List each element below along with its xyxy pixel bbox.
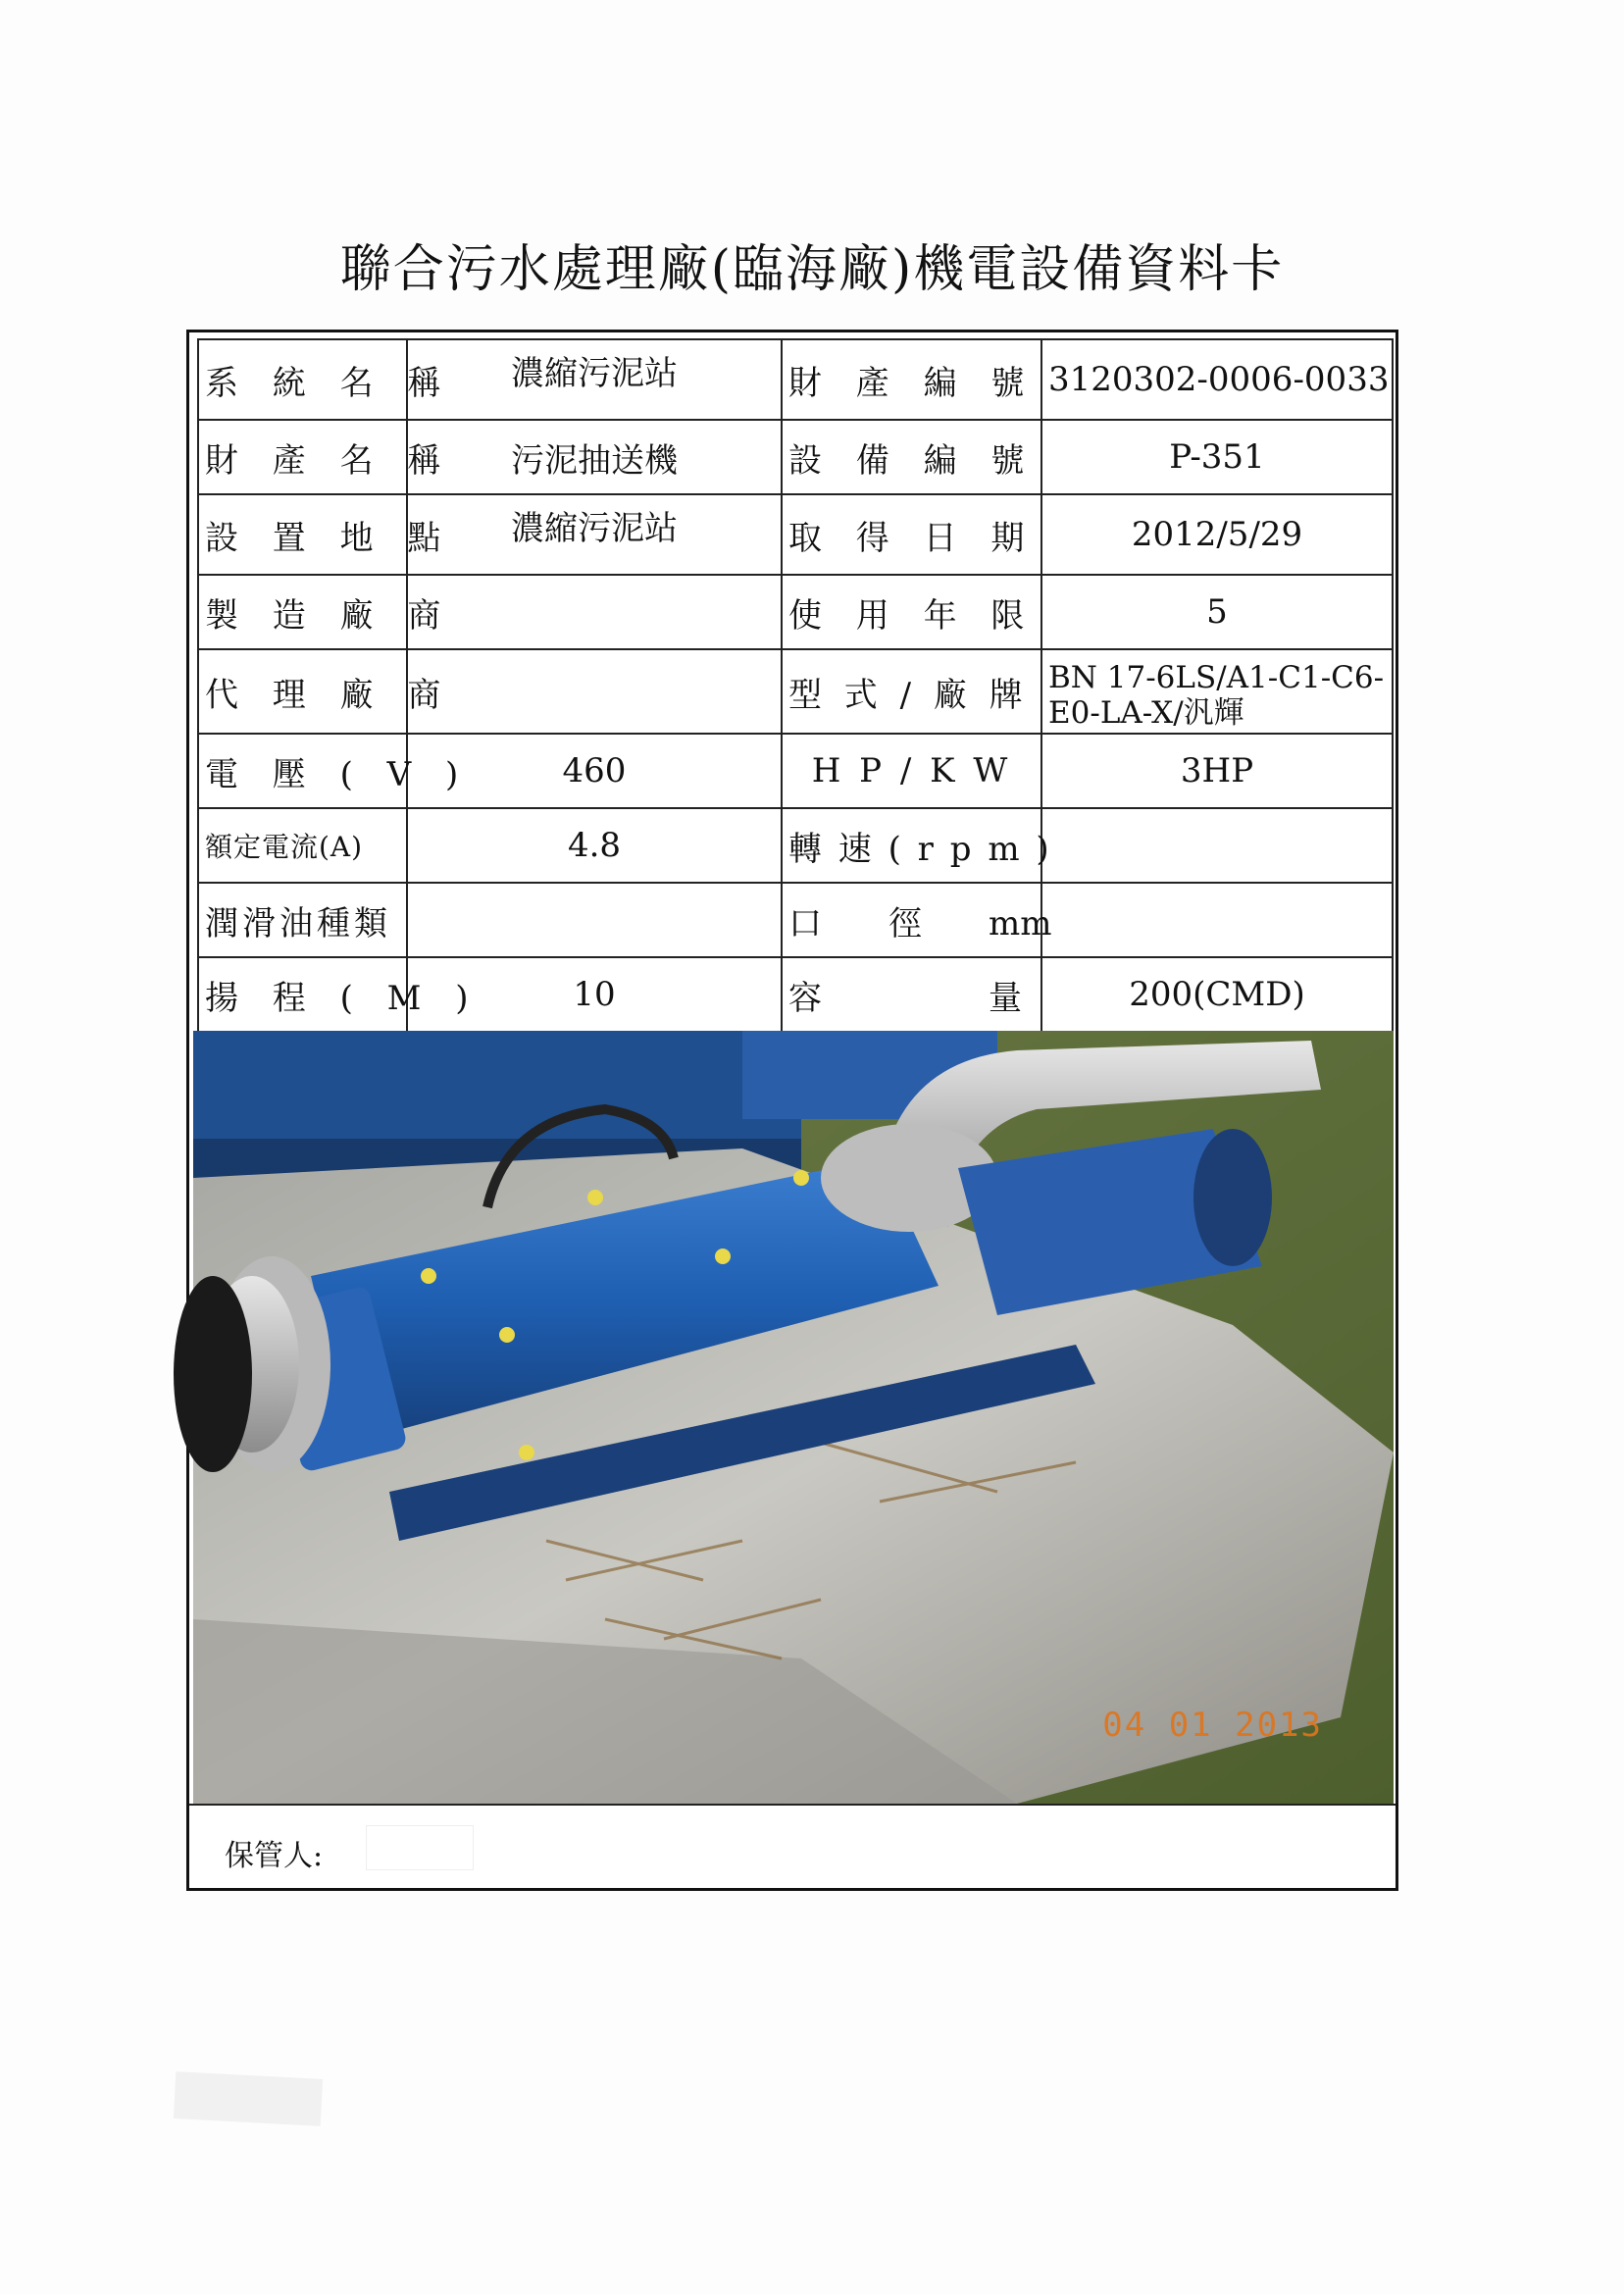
field-value: 濃縮污泥站 bbox=[407, 494, 782, 575]
table-row bbox=[198, 339, 1393, 420]
field-value: 濃縮污泥站 bbox=[407, 339, 782, 420]
field-label: 設 置 地 點 bbox=[198, 494, 407, 575]
field-label: H P / K W bbox=[782, 734, 1041, 808]
field-label: 容 量 bbox=[782, 957, 1041, 1032]
field-label: 電 壓 ( V ) bbox=[198, 734, 407, 808]
field-label: 取 得 日 期 bbox=[782, 494, 1041, 575]
table-row bbox=[198, 734, 1393, 808]
field-value bbox=[1041, 808, 1393, 883]
field-label: 財 產 編 號 bbox=[782, 339, 1041, 420]
custodian-row bbox=[189, 1804, 1396, 1888]
field-value: 5 bbox=[1041, 575, 1393, 649]
table-row bbox=[198, 420, 1393, 494]
field-label: 製 造 廠 商 bbox=[198, 575, 407, 649]
field-value: 污泥抽送機 bbox=[407, 420, 782, 494]
field-value: 460 bbox=[407, 734, 782, 808]
field-label: 潤滑油種類 bbox=[198, 883, 407, 957]
table-row bbox=[198, 649, 1393, 734]
photo-date-stamp: 04 01 2013 bbox=[1102, 1706, 1323, 1745]
table-row bbox=[198, 957, 1393, 1032]
card-title: 聯合污水處理廠(臨海廠)機電設備資料卡 bbox=[339, 240, 1285, 299]
field-value bbox=[407, 649, 782, 734]
field-label: 口 徑 mm bbox=[782, 883, 1041, 957]
field-value-model-brand: BN 17-6LS/A1-C1-C6-E0-LA-X/汎輝 bbox=[1041, 649, 1393, 734]
field-label: 設 備 編 號 bbox=[782, 420, 1041, 494]
equipment-photo bbox=[193, 1031, 1394, 1804]
field-label: 使 用 年 限 bbox=[782, 575, 1041, 649]
field-value: 3120302-0006-0033 bbox=[1041, 339, 1393, 420]
equipment-info-table bbox=[197, 338, 1394, 1033]
field-label: 代 理 廠 商 bbox=[198, 649, 407, 734]
field-value: P-351 bbox=[1041, 420, 1393, 494]
equipment-card bbox=[186, 330, 1398, 1891]
field-label: 額定電流(A) bbox=[198, 808, 407, 883]
table-row bbox=[198, 494, 1393, 575]
table-row bbox=[198, 808, 1393, 883]
field-value bbox=[407, 883, 782, 957]
custodian-label: 保管人: bbox=[225, 1839, 324, 1873]
field-label: 型 式 / 廠 牌 bbox=[782, 649, 1041, 734]
table-row bbox=[198, 575, 1393, 649]
field-value: 4.8 bbox=[407, 808, 782, 883]
field-label: 系 統 名 稱 bbox=[198, 339, 407, 420]
field-label: 轉 速 ( r p m ) bbox=[782, 808, 1041, 883]
field-value: 2012/5/29 bbox=[1041, 494, 1393, 575]
field-value: 10 bbox=[407, 957, 782, 1032]
table-row bbox=[198, 883, 1393, 957]
paper-smudge bbox=[174, 2071, 323, 2126]
custodian-name-redacted bbox=[366, 1825, 474, 1870]
field-value bbox=[1041, 883, 1393, 957]
field-label: 財 產 名 稱 bbox=[198, 420, 407, 494]
field-value: 200(CMD) bbox=[1041, 957, 1393, 1032]
field-label: 揚 程 ( M ) bbox=[198, 957, 407, 1032]
field-value bbox=[407, 575, 782, 649]
field-value: 3HP bbox=[1041, 734, 1393, 808]
